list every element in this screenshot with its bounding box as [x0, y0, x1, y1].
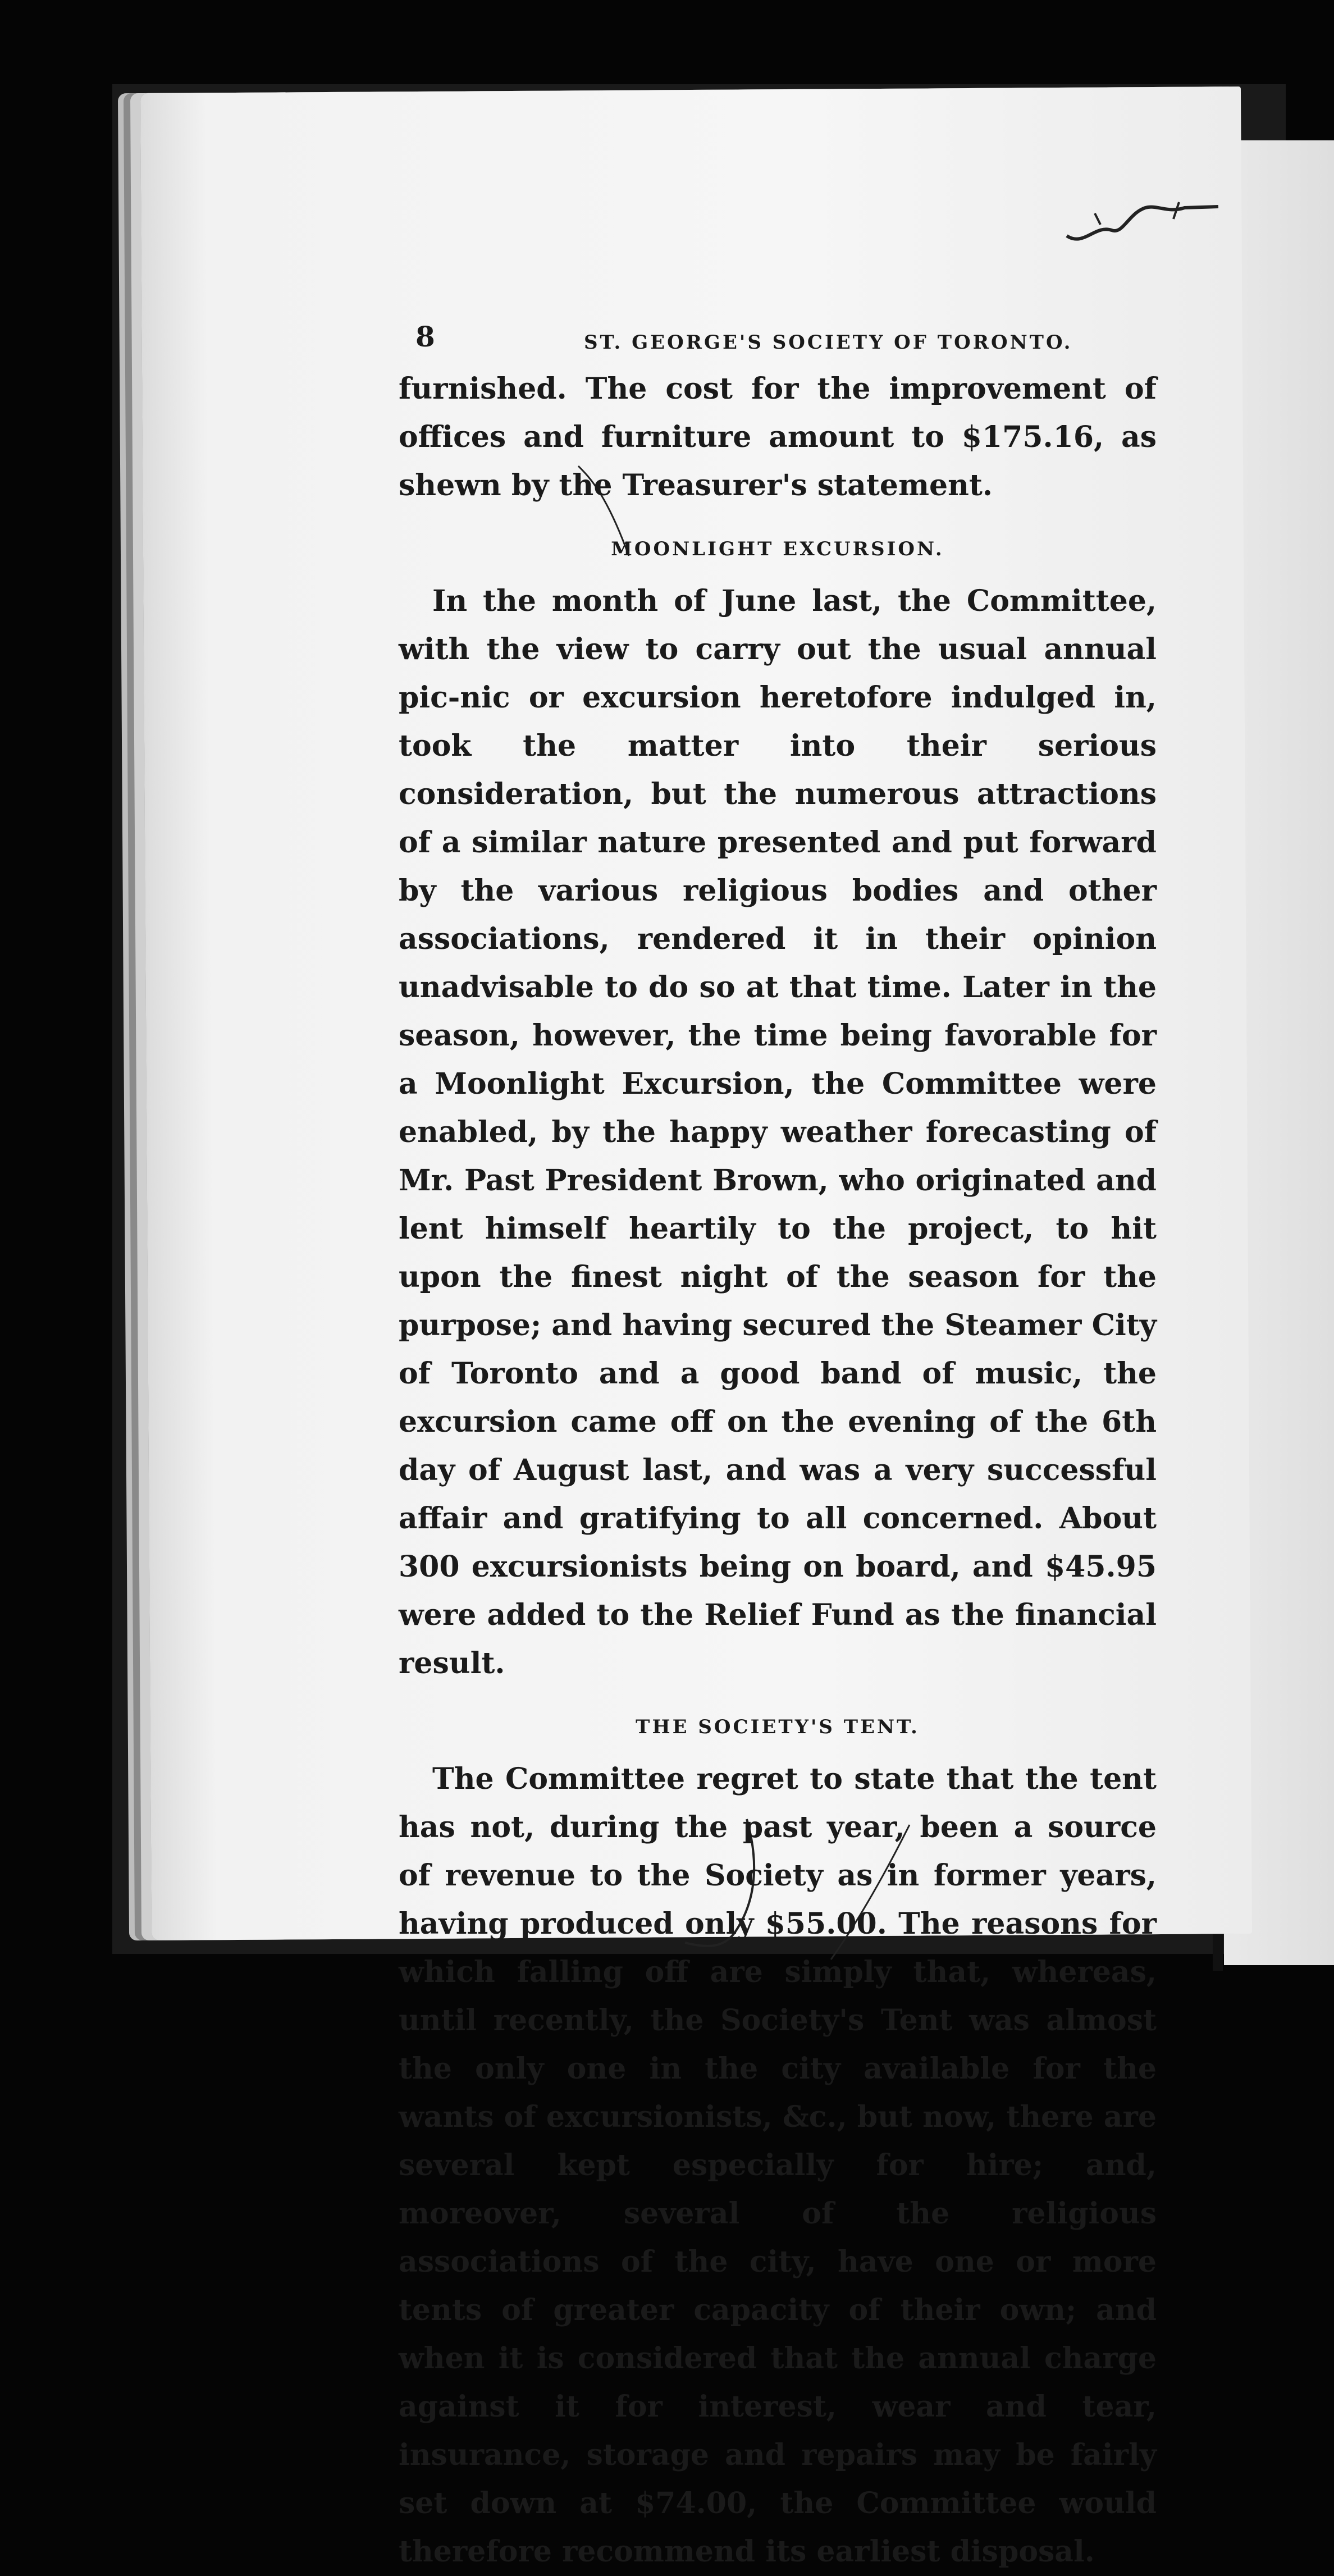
section-1	[399, 577, 1157, 1688]
section-0	[399, 365, 1157, 510]
page-number: 8	[415, 320, 435, 353]
running-title: ST. GEORGE'S SOCIETY OF TORONTO.	[584, 331, 1073, 354]
page-text	[247, 320, 1173, 2576]
paragraph: In the month of June last, the Committee, with the view to carry out the usual annual pic-nic or excursion heretofore indulged in, took the matter into their serious consideration, but the numerous attractions of a similar nature presented and put forward by the various religious bodies and other associations, rendered it in their opinion unadvisable to do so at that time. Later in the season, however, the time being favorable for a Moonlight Excursion, the Committee were enabled, by the happy weather forecasting of Mr. Past President Brown, who originated and lent himself heartily to the project, to hit upon the finest night of the season for the purpose; and having secured the Steamer City of Toronto and a good band of music, the excursion came off on the evening of the 6th day of August last, and was a very successful affair and gratifying to all concerned. About 300 excursionists being on board, and $45.95 were added to the Relief Fund as the financial result.	[399, 584, 1157, 1680]
section-heading: THE SOCIETY'S TENT.	[636, 1716, 920, 1738]
section-2	[399, 1755, 1157, 2576]
running-header	[247, 320, 1173, 365]
pen-scribble-top	[1061, 191, 1230, 264]
section-heading: MOONLIGHT EXCURSION.	[611, 538, 944, 560]
paragraph: The Committee regret to state that the tent has not, during the past year, been a source of revenue to the Society as in former years, having produced only $55.00. The reasons for which falling off are simply that, whereas, until recently, the Society's Tent was almost the only one in the city available for the wants of excursionists, &c., but now, there are several kept especially for hire; and, moreover, several of the religious associations of the city, have one or more tents of greater capacity of their own; and when it is considered that the annual charge against it for interest, wear and tear, insurance, storage and repairs may be fairly set down at $74.00, the Committee would therefore recommend its earliest disposal.	[399, 1762, 1157, 2569]
paragraph: furnished. The cost for the improvement of offices and furniture amount to $175.16, as shewn by the Treasurer's statement.	[399, 372, 1157, 503]
